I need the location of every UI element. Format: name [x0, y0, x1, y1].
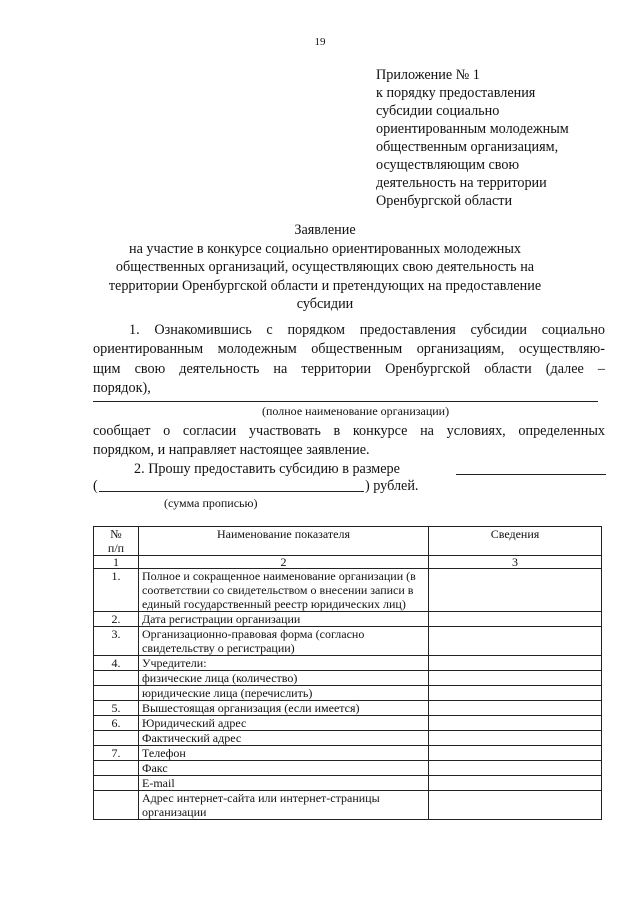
- row-indicator: Факс: [139, 761, 429, 776]
- table-row: [94, 761, 602, 776]
- title-line: Заявление: [294, 222, 356, 238]
- table-row: [94, 746, 602, 761]
- row-number: [94, 776, 139, 791]
- row-value[interactable]: [429, 776, 602, 791]
- row-number: 2.: [94, 612, 139, 627]
- row-indicator: Дата регистрации организации: [139, 612, 429, 627]
- column-number: 3: [429, 556, 602, 569]
- paragraph-line: щим свою деятельность на территории Оренбургской области (далее –: [93, 360, 605, 377]
- row-value[interactable]: [429, 731, 602, 746]
- header-details: Сведения: [429, 527, 602, 556]
- row-number: 4.: [94, 656, 139, 671]
- row-number: 5.: [94, 701, 139, 716]
- row-number: 6.: [94, 716, 139, 731]
- row-indicator: Юридический адрес: [139, 716, 429, 731]
- row-indicator: физические лица (количество): [139, 671, 429, 686]
- table-row: [94, 716, 602, 731]
- appendix-line: осуществляющим свою: [376, 157, 520, 173]
- paragraph-line: сообщает о согласии участвовать в конкурсе на условиях, определенных: [93, 423, 605, 439]
- appendix-heading: [376, 66, 569, 210]
- row-value[interactable]: [429, 701, 602, 716]
- document-title: [80, 221, 570, 314]
- row-value[interactable]: [429, 671, 602, 686]
- subsidy-amount-field-line[interactable]: [456, 474, 606, 475]
- column-number: 2: [139, 556, 429, 569]
- table-row: [94, 731, 602, 746]
- column-number: 1: [94, 556, 139, 569]
- row-indicator: Вышестоящая организация (если имеется): [139, 701, 429, 716]
- row-value[interactable]: [429, 686, 602, 701]
- table-row: [94, 791, 602, 820]
- row-number: [94, 791, 139, 820]
- appendix-line: ориентированным молодежным: [376, 121, 569, 137]
- paragraph-1: [93, 321, 605, 398]
- row-number: [94, 761, 139, 776]
- paragraph-line: ориентированным молодежным общественным организациям, осуществляю-: [93, 341, 605, 358]
- row-number: [94, 686, 139, 701]
- row-value[interactable]: [429, 761, 602, 776]
- table-row: [94, 612, 602, 627]
- paragraph-line: порядок),: [93, 379, 151, 396]
- subsidy-amount-words-field-line[interactable]: [99, 491, 364, 492]
- amount-in-words-caption: (сумма прописью): [164, 496, 258, 510]
- column-number-row: [94, 556, 602, 569]
- row-number: [94, 671, 139, 686]
- row-value[interactable]: [429, 627, 602, 656]
- row-indicator: Учредители:: [139, 656, 429, 671]
- table-row: [94, 656, 602, 671]
- row-indicator: юридические лица (перечислить): [139, 686, 429, 701]
- row-value[interactable]: [429, 791, 602, 820]
- rubles-label: ) рублей.: [365, 478, 419, 494]
- row-indicator: Телефон: [139, 746, 429, 761]
- table-row: [94, 686, 602, 701]
- appendix-line: общественным организациям,: [376, 139, 559, 155]
- row-value[interactable]: [429, 716, 602, 731]
- subsidy-request-text: 2. Прошу предоставить субсидию в размере: [134, 461, 400, 477]
- table-row: [94, 671, 602, 686]
- table-header-row: [94, 527, 602, 556]
- paragraph-2: [93, 422, 605, 461]
- row-value[interactable]: [429, 612, 602, 627]
- row-number: [94, 731, 139, 746]
- row-value[interactable]: [429, 746, 602, 761]
- page-number: 19: [314, 36, 326, 48]
- row-number: 3.: [94, 627, 139, 656]
- paren-open: (: [93, 478, 98, 494]
- row-value[interactable]: [429, 656, 602, 671]
- row-indicator: Полное и сокращенное наименование организации (в соответствии со свидетельством о внесении записи в единый государственный реестр юридических лиц): [139, 569, 429, 612]
- appendix-line: Приложение № 1: [376, 67, 480, 83]
- paragraph-line: порядком, и направляет настоящее заявление.: [93, 442, 370, 459]
- title-line: общественных организаций, осуществляющих свою деятельность на: [115, 259, 535, 275]
- title-line: территории Оренбургской области и претендующих на предоставление: [108, 277, 542, 294]
- appendix-line: субсидии социально: [376, 103, 500, 119]
- table-row: [94, 569, 602, 612]
- table-row: [94, 701, 602, 716]
- row-number: 7.: [94, 746, 139, 761]
- org-name-caption: (полное наименование организации): [262, 404, 450, 418]
- header-number: № п/п: [94, 527, 139, 556]
- org-name-field-line[interactable]: [93, 401, 598, 402]
- row-indicator: Адрес интернет-сайта или интернет-страницы организации: [139, 791, 429, 820]
- organization-info-table: [93, 526, 602, 820]
- row-number: 1.: [94, 569, 139, 612]
- row-indicator: Организационно-правовая форма (согласно свидетельству о регистрации): [139, 627, 429, 656]
- paragraph-line: 1. Ознакомившись с порядком предоставления субсидии социально: [129, 322, 605, 338]
- appendix-line: Оренбургской области: [376, 193, 513, 209]
- appendix-line: деятельность на территории: [376, 175, 547, 191]
- row-indicator: E-mail: [139, 776, 429, 791]
- header-indicator: Наименование показателя: [139, 527, 429, 556]
- table-row: [94, 627, 602, 656]
- appendix-line: к порядку предоставления: [376, 85, 536, 101]
- title-line: субсидии: [296, 296, 354, 312]
- table-row: [94, 776, 602, 791]
- title-line: на участие в конкурсе социально ориентированных молодежных: [129, 240, 521, 257]
- row-value[interactable]: [429, 569, 602, 612]
- row-indicator: Фактический адрес: [139, 731, 429, 746]
